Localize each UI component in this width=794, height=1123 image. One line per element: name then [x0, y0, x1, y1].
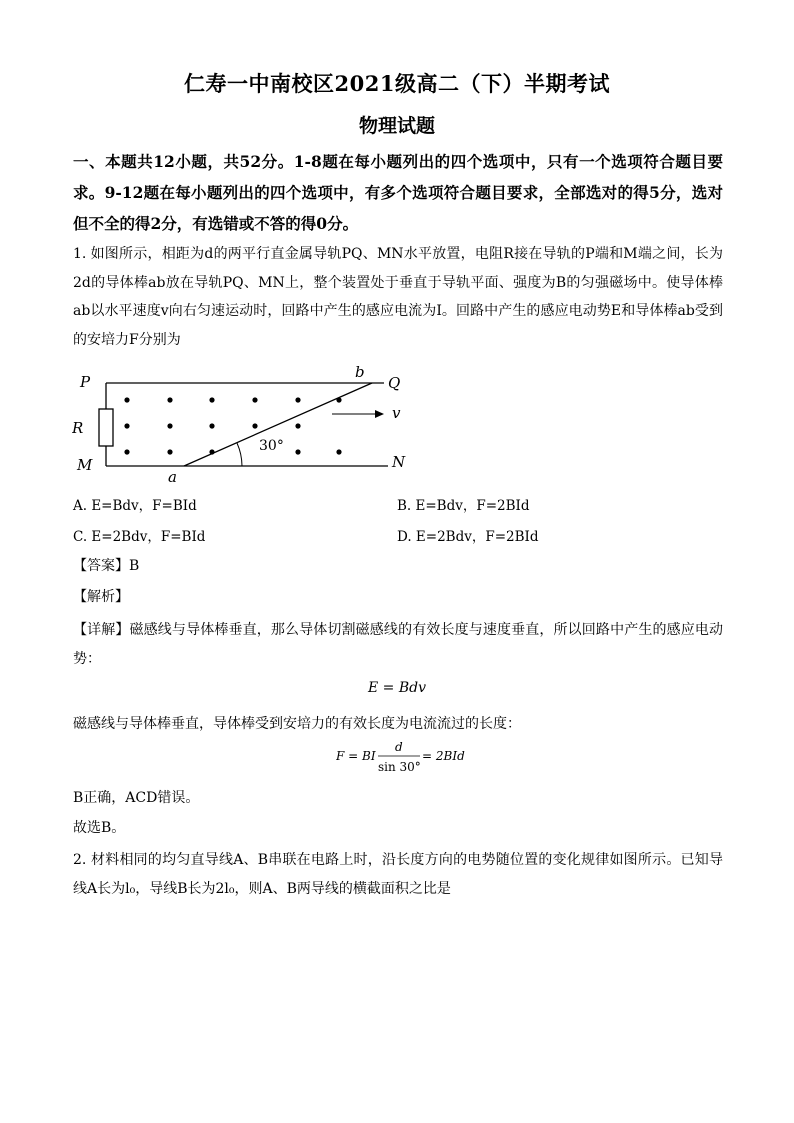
question-2-stem: 2. 材料相同的均匀直导线A、B串联在电路上时，沿长度方向的电势随位置的变化规律如图所示。已知导线A长为l₀，导线B长为2l₀，则A、B两导线的横截面积之比是: [73, 852, 723, 897]
velocity-arrowhead: [375, 410, 384, 418]
field-dot: [336, 449, 341, 454]
label-q: Q: [388, 374, 401, 392]
resistor-r: [99, 409, 113, 446]
field-dot: [252, 423, 257, 428]
option-c[interactable]: C. E=2Bdv，F=BId: [73, 529, 206, 545]
label-b: b: [355, 366, 365, 381]
choice-text: 故选B。: [73, 820, 126, 836]
detail-text: 【详解】磁感线与导体棒垂直，那么导体切割磁感线的有效长度与速度垂直，所以回路中产生的感应电动势：: [73, 622, 723, 667]
label-r: R: [72, 419, 84, 437]
answer-tag: 【答案】B: [73, 558, 140, 574]
label-v: v: [392, 404, 401, 422]
field-dot: [167, 449, 172, 454]
field-dot: [124, 423, 129, 428]
field-dot: [295, 449, 300, 454]
field-dot: [167, 397, 172, 402]
question-1-number: 1.: [73, 246, 87, 262]
question-1-stem: [73, 240, 723, 354]
field-dot: [295, 423, 300, 428]
option-d[interactable]: D. E=2Bdv，F=2BId: [397, 529, 539, 545]
option-b[interactable]: B. E=Bdv，F=2BId: [397, 498, 530, 514]
label-angle: 30°: [259, 438, 284, 454]
formula-numerator: d: [395, 740, 403, 754]
field-dot: [124, 397, 129, 402]
field-dot: [295, 397, 300, 402]
label-n: N: [392, 453, 406, 471]
field-dot: [252, 397, 257, 402]
label-a: a: [168, 468, 177, 486]
field-dot: [336, 397, 341, 402]
label-p: P: [80, 373, 91, 391]
formula-emf: E = Bdv: [367, 680, 426, 696]
analysis-tag: 【解析】: [73, 589, 129, 605]
question-1-text: 如图所示，相距为d的两平行直金属导轨PQ、MN水平放置，电阻R接在导轨的P端和M端之间，长为2d的导体棒ab放在导轨PQ、MN上，整个装置处于垂直于导轨平面、强度为B的匀强磁场中。使导体棒ab以水平速度v向右匀速运动时，回路中产生的感应电流为I。回路中产生的感应电动势E和导体棒ab受到的安培力F分别为: [73, 246, 723, 348]
field-dot: [209, 449, 214, 454]
exam-subtitle: 物理试题: [358, 115, 435, 137]
exam-title: 仁寿一中南校区2021级高二（下）半期考试: [184, 71, 610, 96]
magnetic-field-dots: [124, 397, 341, 454]
label-m: M: [77, 456, 93, 474]
angle-arc: [237, 443, 242, 466]
rail-diagram: [72, 366, 422, 486]
section-instructions: 一、本题共12小题，共52分。1-8题在每小题列出的四个选项中，只有一个选项符合题目要求。9-12题在每小题列出的四个选项中，有多个选项符合题目要求，全部选对的得5分，选对但不全的得2分，有选错或不答的得0分。: [73, 152, 723, 233]
formula-lhs: F = BI: [336, 749, 376, 763]
option-a[interactable]: A. E=Bdv，F=BId: [73, 498, 197, 514]
formula-force: [336, 738, 466, 778]
conclusion-text: B正确，ACD错误。: [73, 790, 200, 806]
field-dot: [124, 449, 129, 454]
field-dot: [209, 423, 214, 428]
field-dot: [209, 397, 214, 402]
ampere-force-text: 磁感线与导体棒垂直，导体棒受到安培力的有效长度为电流流过的长度：: [73, 716, 521, 732]
field-dot: [167, 423, 172, 428]
formula-rhs: = 2BId: [422, 749, 465, 763]
formula-denominator: sin 30°: [378, 760, 421, 774]
